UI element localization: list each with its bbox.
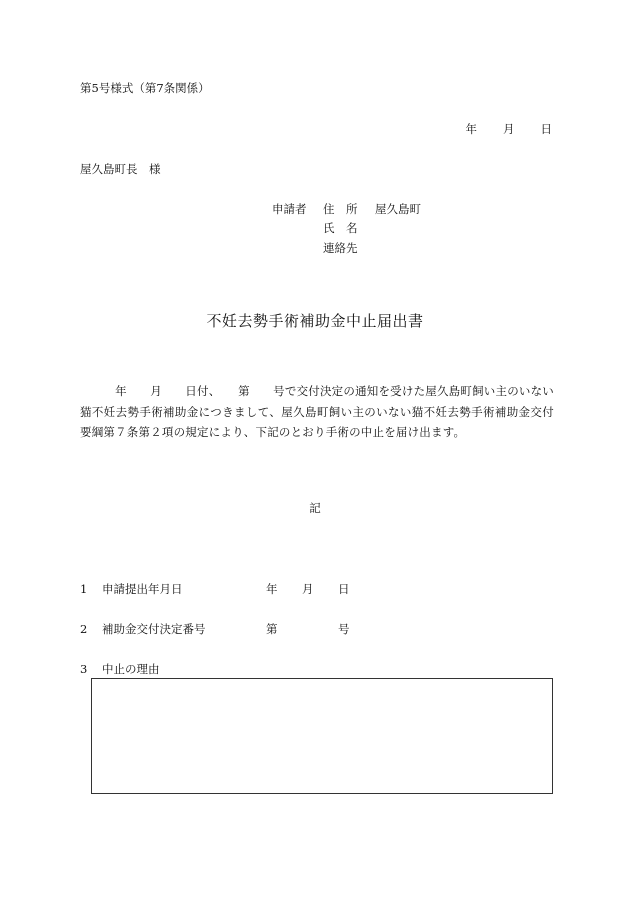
item-number: 2 <box>80 622 88 636</box>
submission-date <box>440 124 553 136</box>
date-year-label: 年 <box>465 122 477 136</box>
item-label: 申請提出年月日 <box>102 582 183 596</box>
date-month-label: 月 <box>503 122 515 136</box>
item-month-label: 月 <box>302 582 314 596</box>
document-title: 不妊去勢手術補助金中止届出書 <box>206 312 424 330</box>
item-number: 3 <box>80 662 88 676</box>
item-decision-number <box>80 624 206 636</box>
item-label: 中止の理由 <box>102 662 160 676</box>
contact-label: 連絡先 <box>323 241 358 255</box>
body-paragraph: 年 月 日付、 第 号で交付決定の通知を受けた屋久島町飼い主のいない猫不妊去勢手術補助金につきまして、屋久島町飼い主のいない猫不妊去勢手術補助金交付要綱第７条第２項の規定により、下記のとおり手術の中止を届け出ます。 <box>80 384 554 439</box>
item-go-label: 号 <box>338 622 350 636</box>
item-year-label: 年 <box>266 582 278 596</box>
ki-heading: 記 <box>309 501 321 515</box>
addressee: 屋久島町長 様 <box>80 162 161 176</box>
item-number: 1 <box>80 582 88 596</box>
item-submission-date <box>80 584 183 596</box>
name-label: 氏 名 <box>323 221 358 235</box>
form-number: 第5号様式（第7条関係） <box>80 81 210 95</box>
applicant-label: 申請者 <box>272 202 307 216</box>
item-reason <box>80 664 160 676</box>
item-label: 補助金交付決定番号 <box>102 622 206 636</box>
address-value: 屋久島町 <box>375 202 421 216</box>
reason-box[interactable] <box>91 678 553 794</box>
item-dai-label: 第 <box>266 622 278 636</box>
item-day-label: 日 <box>338 582 350 596</box>
address-label: 住 所 <box>323 202 358 216</box>
date-day-label: 日 <box>540 122 552 136</box>
